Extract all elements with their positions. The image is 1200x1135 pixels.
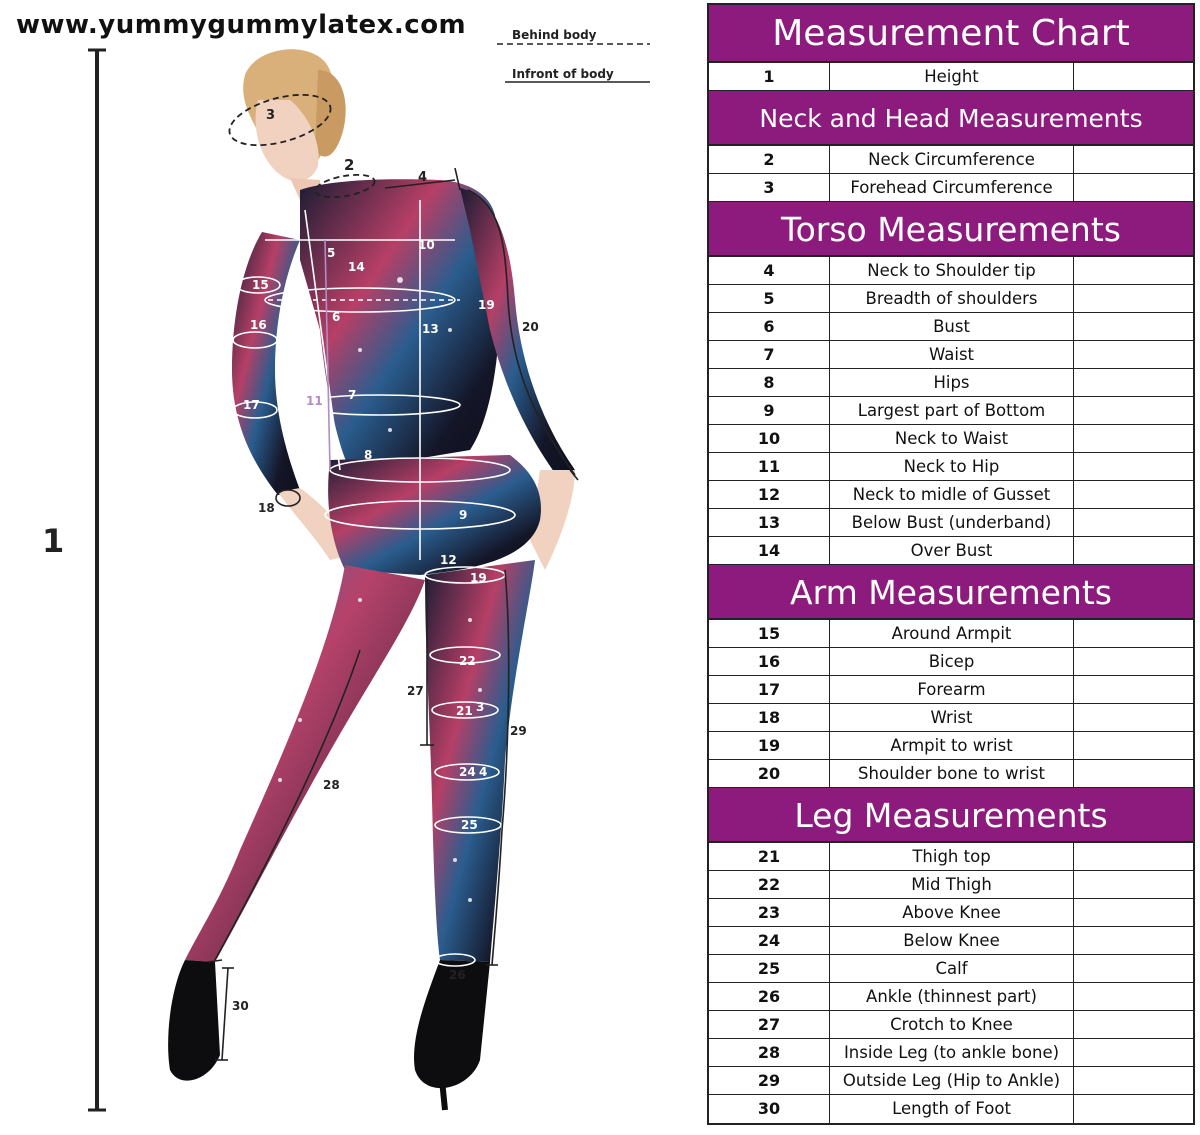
- table-row: [709, 1011, 1193, 1039]
- table-row: [709, 732, 1193, 760]
- measurement-number: 28: [709, 1039, 830, 1066]
- legend-infront-label: Infront of body: [512, 67, 614, 81]
- measurement-name: Around Armpit: [830, 620, 1074, 647]
- measurement-number: 26: [709, 983, 830, 1010]
- measurement-number: 13: [709, 509, 830, 536]
- measurement-value-cell[interactable]: [1074, 63, 1193, 90]
- measurement-value-cell[interactable]: [1074, 1011, 1193, 1038]
- table-row: [709, 509, 1193, 537]
- table-row: [709, 313, 1193, 341]
- section-heading: Neck and Head Measurements: [709, 91, 1193, 146]
- measurement-name: Below Knee: [830, 927, 1074, 954]
- measurement-number: 8: [709, 369, 830, 396]
- measurement-name: Crotch to Knee: [830, 1011, 1074, 1038]
- label-19a: 19: [478, 298, 495, 312]
- measurement-chart: [707, 3, 1195, 1125]
- table-row: [709, 704, 1193, 732]
- chart-title: Measurement Chart: [709, 5, 1193, 63]
- measurement-value-cell[interactable]: [1074, 1095, 1193, 1123]
- label-20: 20: [522, 320, 539, 334]
- label-14: 14: [348, 260, 365, 274]
- table-row: [709, 1095, 1193, 1123]
- measurement-name: Neck to midle of Gusset: [830, 481, 1074, 508]
- label-3: 3: [266, 108, 276, 123]
- measurement-name: Bust: [830, 313, 1074, 340]
- label-29: 29: [510, 724, 527, 738]
- hips: [328, 455, 541, 575]
- measurement-name: Neck to Shoulder tip: [830, 257, 1074, 284]
- table-row: [709, 648, 1193, 676]
- measurement-name: Length of Foot: [830, 1095, 1074, 1123]
- measurement-number: 15: [709, 620, 830, 647]
- measurement-number: 3: [709, 174, 830, 201]
- label-30: 30: [232, 999, 249, 1013]
- measurement-number: 20: [709, 760, 830, 787]
- label-26: 26: [449, 968, 466, 982]
- measurement-number: 19: [709, 732, 830, 759]
- label-4: 4: [418, 170, 428, 185]
- measurement-number: 21: [709, 843, 830, 870]
- measurement-number: 9: [709, 397, 830, 424]
- measurement-name: Neck to Waist: [830, 425, 1074, 452]
- measurement-number: 10: [709, 425, 830, 452]
- table-row: [709, 676, 1193, 704]
- measurement-value-cell[interactable]: [1074, 732, 1193, 759]
- measurement-number: 18: [709, 704, 830, 731]
- label-22: 22: [459, 654, 476, 668]
- measurement-name: Height: [830, 63, 1074, 90]
- label-13: 13: [422, 322, 439, 336]
- table-row: [709, 955, 1193, 983]
- section-heading: Arm Measurements: [709, 565, 1193, 620]
- measurement-name: Over Bust: [830, 537, 1074, 564]
- measurement-name: Bicep: [830, 648, 1074, 675]
- measurement-value-cell[interactable]: [1074, 537, 1193, 564]
- measurement-value-cell[interactable]: [1074, 257, 1193, 284]
- table-row: [709, 760, 1193, 788]
- label-10: 10: [418, 238, 435, 252]
- measurement-number: 30: [709, 1095, 830, 1123]
- label-24b: 4: [479, 765, 488, 779]
- table-row: [709, 1039, 1193, 1067]
- label-28: 28: [323, 778, 340, 792]
- label-2: 2: [344, 156, 355, 174]
- measurement-name: Armpit to wrist: [830, 732, 1074, 759]
- measurement-value-cell[interactable]: [1074, 899, 1193, 926]
- measurement-value-cell[interactable]: [1074, 676, 1193, 703]
- table-row: [709, 285, 1193, 313]
- measurement-value-cell[interactable]: [1074, 341, 1193, 368]
- label-11: 11: [306, 394, 323, 408]
- site-url: www.yummygummylatex.com: [16, 10, 467, 40]
- section-heading: Torso Measurements: [709, 202, 1193, 257]
- table-row: [709, 843, 1193, 871]
- measurement-value-cell[interactable]: [1074, 648, 1193, 675]
- measurement-number: 24: [709, 927, 830, 954]
- measurement-name: Above Knee: [830, 899, 1074, 926]
- legend-behind-label: Behind body: [512, 28, 597, 42]
- left-leg: [185, 565, 425, 962]
- label-7: 7: [348, 388, 357, 402]
- label-19b: 19: [470, 571, 487, 585]
- measurement-name: Below Bust (underband): [830, 509, 1074, 536]
- measurement-value-cell[interactable]: [1074, 620, 1193, 647]
- measurement-number: 7: [709, 341, 830, 368]
- left-arm: [232, 232, 300, 495]
- table-row: [709, 369, 1193, 397]
- table-row: [709, 899, 1193, 927]
- label-12: 12: [440, 553, 457, 567]
- measurement-value-cell[interactable]: [1074, 369, 1193, 396]
- height-marker-label: 1: [42, 522, 65, 560]
- measurement-name: Outside Leg (Hip to Ankle): [830, 1067, 1074, 1094]
- label-5: 5: [327, 246, 336, 260]
- label-27: 27: [407, 684, 424, 698]
- measurement-name: Calf: [830, 955, 1074, 982]
- measurement-name: Mid Thigh: [830, 871, 1074, 898]
- table-row: [709, 174, 1193, 202]
- measurement-name: Shoulder bone to wrist: [830, 760, 1074, 787]
- label-23: 3: [476, 700, 485, 714]
- measurement-name: Largest part of Bottom: [830, 397, 1074, 424]
- measurement-value-cell[interactable]: [1074, 955, 1193, 982]
- measurement-name: Forearm: [830, 676, 1074, 703]
- label-18: 18: [258, 501, 275, 515]
- table-row: [709, 397, 1193, 425]
- left-shoe: [168, 960, 220, 1081]
- measurement-number: 16: [709, 648, 830, 675]
- measurement-value-cell[interactable]: [1074, 481, 1193, 508]
- measurement-number: 23: [709, 899, 830, 926]
- label-6: 6: [332, 310, 341, 324]
- table-row: [709, 871, 1193, 899]
- measurement-value-cell[interactable]: [1074, 509, 1193, 536]
- measurement-value-cell[interactable]: [1074, 425, 1193, 452]
- table-row: [709, 537, 1193, 565]
- measurement-value-cell[interactable]: [1074, 704, 1193, 731]
- measurement-number: 14: [709, 537, 830, 564]
- label-24: 24: [459, 765, 476, 779]
- label-21: 21: [456, 704, 473, 718]
- measurement-number: 11: [709, 453, 830, 480]
- measurement-value-cell[interactable]: [1074, 1067, 1193, 1094]
- measurement-name: Thigh top: [830, 843, 1074, 870]
- measurement-value-cell[interactable]: [1074, 285, 1193, 312]
- table-row: [709, 983, 1193, 1011]
- measurement-value-cell[interactable]: [1074, 174, 1193, 201]
- label-8: 8: [364, 448, 373, 462]
- table-row: [709, 146, 1193, 174]
- measurement-value-cell[interactable]: [1074, 871, 1193, 898]
- table-row: [709, 453, 1193, 481]
- table-row: [709, 63, 1193, 91]
- measurement-name: Wrist: [830, 704, 1074, 731]
- measurement-name: Forehead Circumference: [830, 174, 1074, 201]
- measurement-number: 17: [709, 676, 830, 703]
- right-leg: [425, 560, 535, 962]
- measurement-value-cell[interactable]: [1074, 313, 1193, 340]
- measurement-number: 29: [709, 1067, 830, 1094]
- measurement-value-cell[interactable]: [1074, 453, 1193, 480]
- measurement-name: Waist: [830, 341, 1074, 368]
- label-15: 15: [252, 278, 269, 292]
- chart-body: [709, 63, 1193, 1123]
- measurement-number: 1: [709, 63, 830, 90]
- label-9: 9: [459, 508, 468, 522]
- measurement-name: Inside Leg (to ankle bone): [830, 1039, 1074, 1066]
- measurement-name: Neck to Hip: [830, 453, 1074, 480]
- measurement-value-cell[interactable]: [1074, 983, 1193, 1010]
- measurement-value-cell[interactable]: [1074, 760, 1193, 787]
- measurement-number: 5: [709, 285, 830, 312]
- measurement-number: 2: [709, 146, 830, 173]
- table-row: [709, 481, 1193, 509]
- measurement-number: 25: [709, 955, 830, 982]
- measurement-number: 4: [709, 257, 830, 284]
- table-row: [709, 425, 1193, 453]
- table-row: [709, 1067, 1193, 1095]
- measurement-value-cell[interactable]: [1074, 146, 1193, 173]
- label-17: 17: [243, 398, 260, 412]
- measurement-value-cell[interactable]: [1074, 397, 1193, 424]
- measurement-number: 22: [709, 871, 830, 898]
- measurement-value-cell[interactable]: [1074, 843, 1193, 870]
- measurement-name: Ankle (thinnest part): [830, 983, 1074, 1010]
- table-row: [709, 927, 1193, 955]
- table-row: [709, 620, 1193, 648]
- measurement-value-cell[interactable]: [1074, 1039, 1193, 1066]
- measurement-name: Breadth of shoulders: [830, 285, 1074, 312]
- measurement-number: 12: [709, 481, 830, 508]
- measurement-number: 6: [709, 313, 830, 340]
- section-heading: Leg Measurements: [709, 788, 1193, 843]
- label-16: 16: [250, 318, 267, 332]
- table-row: [709, 257, 1193, 285]
- measurement-name: Neck Circumference: [830, 146, 1074, 173]
- label-25: 25: [461, 818, 478, 832]
- measurement-value-cell[interactable]: [1074, 927, 1193, 954]
- measurement-name: Hips: [830, 369, 1074, 396]
- table-row: [709, 341, 1193, 369]
- measurement-number: 27: [709, 1011, 830, 1038]
